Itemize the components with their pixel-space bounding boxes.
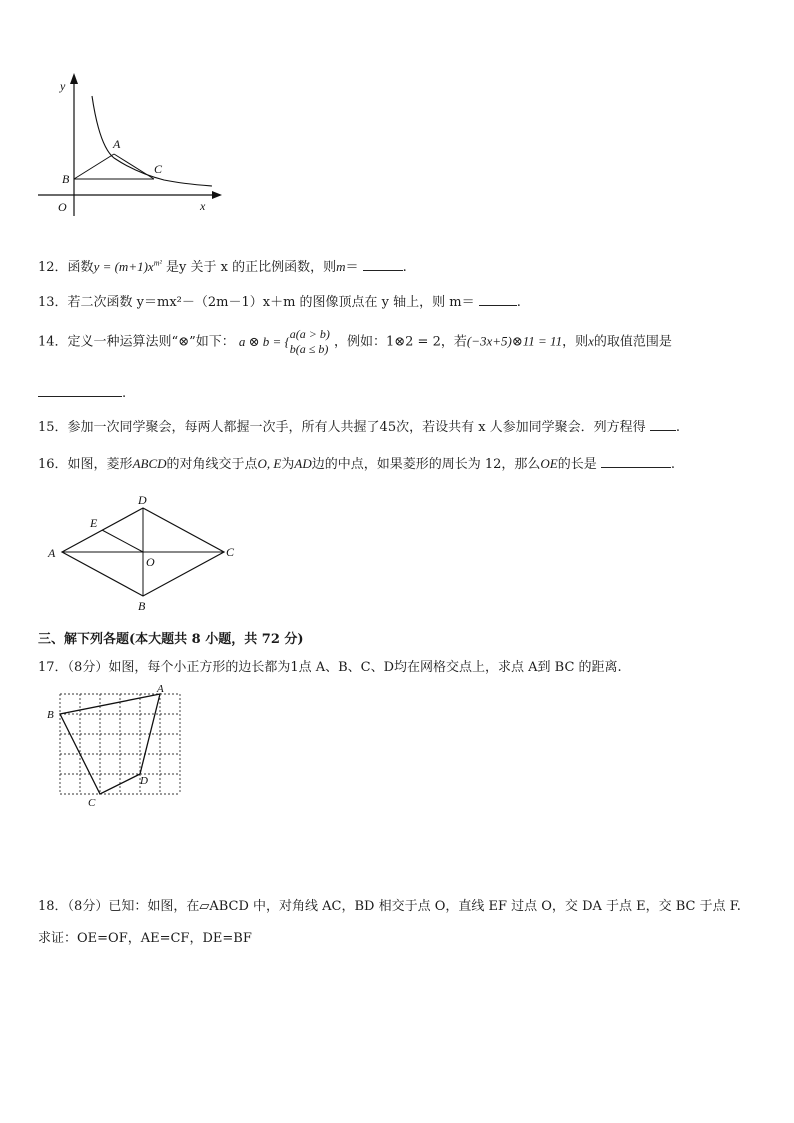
label-b: B	[47, 709, 54, 721]
answer-blank-15[interactable]	[650, 418, 676, 431]
label-b: B	[62, 172, 70, 186]
question-13: 13．若二次函数 y＝mx²－（2m－1）x＋m 的图像顶点在 y 轴上，则 m＝ .	[38, 295, 521, 310]
answer-blank-12[interactable]	[363, 258, 403, 271]
segment-ac	[114, 154, 154, 179]
section-3-heading: 三、解下列各题(本大题共 8 小题，共 72 分)	[38, 632, 304, 647]
rhombus-figure	[44, 490, 254, 618]
q12-formula: $y = (m+1)x^{m^2}$	[93, 258, 162, 274]
question-15: 15．参加一次同学聚会，每两人都握一次手，所有人共握了45次，若设共有 x 人参加同学聚会．列方程得 .	[38, 420, 680, 435]
label-d: D	[138, 493, 147, 507]
label-b: B	[138, 599, 146, 613]
label-x: x	[200, 199, 206, 213]
answer-blank-16[interactable]	[601, 455, 671, 468]
label-d: D	[140, 775, 148, 787]
question-18-proof: 求证：OE=OF，AE=CF，DE=BF	[38, 931, 252, 946]
q14-piecewise: a ⊗ b = { a(a > b) b(a ≤ b)	[238, 327, 330, 356]
answer-blank-13[interactable]	[479, 293, 517, 306]
question-14-answer: .	[38, 384, 126, 401]
question-16: 16．如图，菱形ABCD的对角线交于点O, E为AD边的中点，如果菱形的周长为 12，那么OE的长是 .	[38, 456, 676, 472]
hyperbola-curve	[92, 96, 212, 186]
label-a: A	[113, 137, 121, 151]
hyperbola-figure	[34, 70, 234, 220]
y-axis-arrow	[70, 73, 78, 84]
dashed-grid	[60, 694, 180, 794]
answer-blank-14[interactable]	[38, 384, 122, 397]
segment-oe	[102, 530, 143, 552]
label-c: C	[154, 162, 163, 176]
question-12: 12．函数$y = (m+1)x^{m^2}$ 是y 关于 x 的正比例函数，则m＝ .	[38, 258, 407, 275]
label-c: C	[226, 545, 235, 559]
label-e: E	[90, 516, 98, 530]
label-y: y	[60, 79, 66, 93]
label-c: C	[88, 797, 96, 809]
grid-figure	[44, 682, 190, 814]
label-o: O	[146, 555, 155, 569]
question-18: 18．（8分）已知：如图，在▱ABCD 中，对角线 AC，BD 相交于点 O，直线 EF 过点 O，交 DA 于点 E，交 BC 于点 F.	[38, 899, 741, 914]
x-axis-arrow	[212, 191, 222, 199]
label-a: A	[157, 683, 164, 695]
question-14: 14．定义一种运算法则“⊗”如下： a ⊗ b = { a(a > b) b(a ≤ b) ，例如：1⊗2 = 2，若(−3x+5)⊗11 = 11，则x的取值范围是	[38, 327, 672, 356]
label-o: O	[58, 200, 67, 214]
segment-ba	[74, 154, 114, 179]
label-a: A	[48, 546, 56, 560]
question-17: 17．（8分）如图，每个小正方形的边长都为1点 A、B、C、D均在网格交点上，求点 A到 BC 的距离.	[38, 660, 622, 675]
